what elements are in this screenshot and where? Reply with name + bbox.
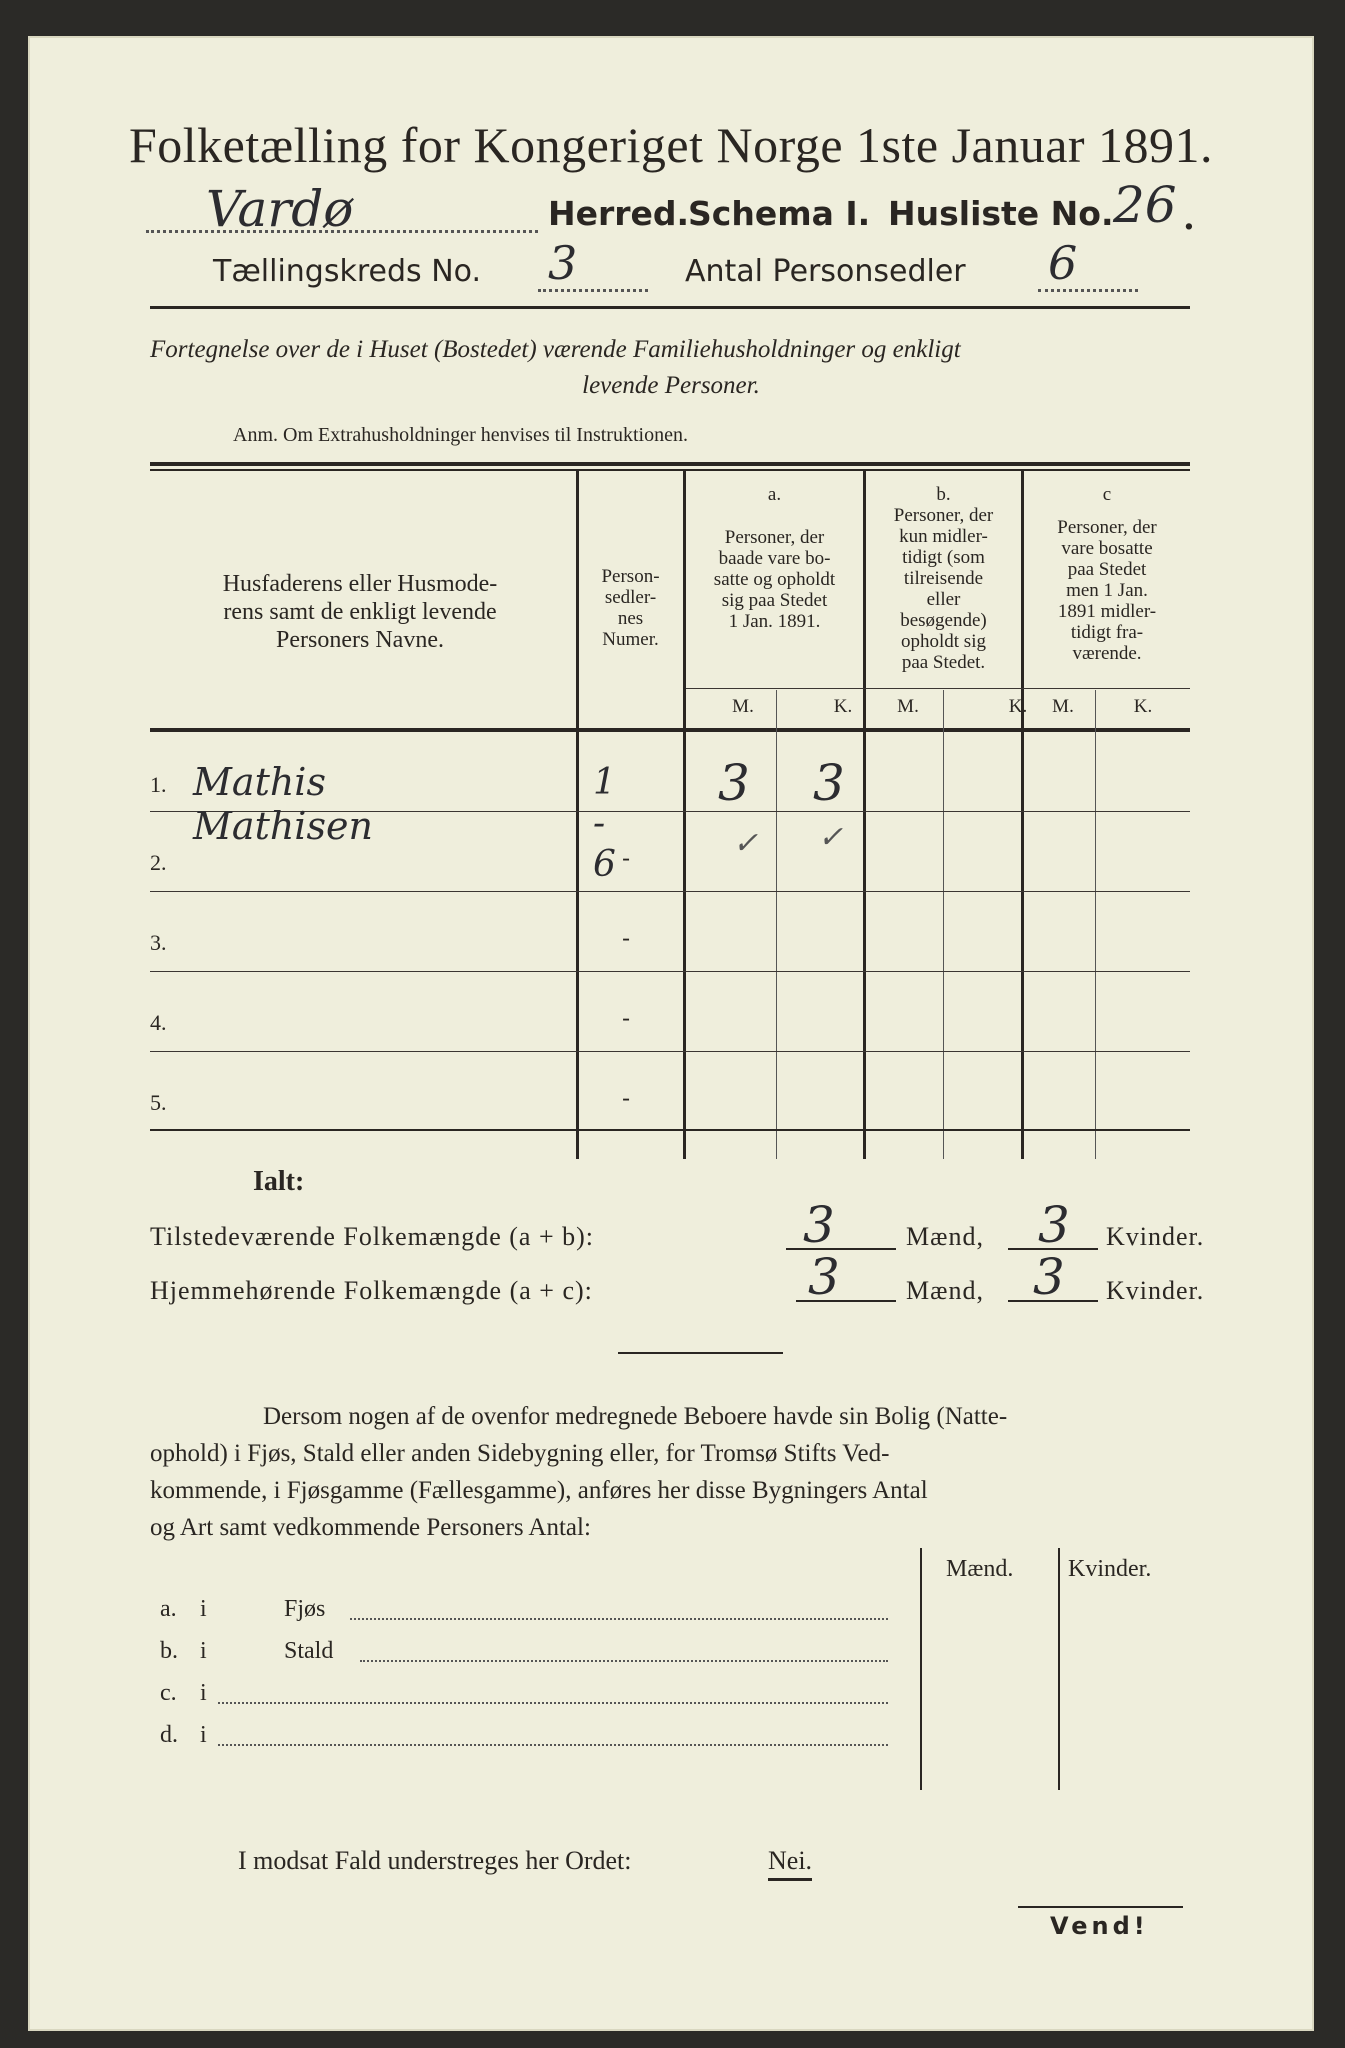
hjemme-maend-label: Mænd,	[906, 1276, 984, 1305]
husliste-label: Husliste No.	[888, 194, 1114, 233]
taellingskreds-value: 3	[548, 236, 578, 290]
row-3-number: 3.	[150, 930, 167, 955]
form-title: Folketælling for Kongeriget Norge 1ste Januar 1891.	[128, 117, 1214, 173]
paragraph-line4: og Art samt vedkommende Personers Antal:	[150, 1514, 591, 1541]
buildings-col-maend: Mænd.	[946, 1556, 1014, 1582]
building-row-a: a. i Fjøs	[160, 1596, 900, 1623]
row-1-a-m: 3	[718, 754, 750, 812]
col-c-k: K.	[1133, 696, 1153, 717]
section-divider	[618, 1352, 783, 1354]
ialt-label: Ialt:	[253, 1166, 305, 1197]
row-2-number: 2.	[150, 850, 167, 875]
col-b-m: M.	[897, 696, 919, 717]
col-num-header: Person- sedler- nes Numer.	[601, 566, 660, 650]
col-c-m: M.	[1052, 696, 1074, 717]
personsedler-label: Antal Personsedler	[685, 254, 966, 289]
herred-label: Herred.	[548, 194, 690, 233]
row-5-persnum: -	[622, 1084, 631, 1112]
personsedler-value: 6	[1048, 236, 1078, 290]
tilstede-maend-value: 3	[803, 1196, 835, 1254]
col-a-m: M.	[732, 696, 754, 717]
subtitle-line1: Fortegnelse over de i Huset (Bostedet) værende Familiehusholdninger og enkligt	[150, 336, 961, 363]
hjemme-kvinder-label: Kvinder.	[1106, 1276, 1205, 1305]
col-c-header: c Personer, der vare bosatte paa Stedet men 1 Jan. 1891 midler- tidigt fra- værende.	[1057, 484, 1157, 664]
row-4-persnum: -	[622, 1004, 631, 1032]
hjemme-kvinder-value: 3	[1033, 1248, 1065, 1306]
buildings-col-kvinder: Kvinder.	[1068, 1556, 1152, 1582]
hjemme-maend-value: 3	[808, 1248, 840, 1306]
herred-value: Vardø	[206, 180, 354, 238]
row-3-persnum: -	[622, 924, 631, 952]
husliste-value: 26	[1113, 176, 1177, 234]
subtitle-line2: levende Personer.	[582, 372, 760, 399]
modsat-text: I modsat Fald understreges her Ordet:	[238, 1846, 632, 1875]
instruction-note: Anm. Om Extrahusholdninger henvises til Instruktionen.	[233, 424, 688, 446]
col-a-header: a. Personer, der baade vare bo- satte og opholdt sig paa Stedet 1 Jan. 1891.	[713, 484, 836, 632]
schema-label: Schema I.	[688, 194, 871, 233]
row-1-name: Mathis Mathisen	[193, 760, 373, 848]
col-b-k: K.	[1008, 696, 1028, 717]
tilstede-kvinder-value: 3	[1038, 1196, 1070, 1254]
row-2-a-m-check: ✓	[733, 826, 759, 861]
building-row-d: d. i	[160, 1722, 900, 1749]
row-5-number: 5.	[150, 1090, 167, 1115]
col-name-header: Husfaderens eller Husmode- rens samt de enkligt levende Personers Navne.	[222, 571, 498, 653]
row-2-persnum: -	[622, 844, 631, 872]
header-rule	[150, 306, 1190, 309]
paragraph-line2: ophold) i Fjøs, Stald eller anden Sidebygning eller, for Tromsø Stifts Ved-	[150, 1440, 890, 1467]
col-a-k: K.	[833, 696, 853, 717]
building-row-b: b. i Stald	[160, 1638, 900, 1665]
row-4-number: 4.	[150, 1010, 167, 1035]
taellingskreds-label: Tællingskreds No.	[213, 254, 481, 289]
husliste-period: .	[1183, 198, 1195, 238]
tilstede-maend-label: Mænd,	[906, 1222, 984, 1251]
tilstede-kvinder-label: Kvinder.	[1106, 1222, 1205, 1251]
row-1-a-k: 3	[813, 754, 845, 812]
row-1-number: 1.	[150, 772, 167, 797]
tilstede-label: Tilstedeværende Folkemængde (a + b):	[150, 1222, 594, 1251]
herred-field	[146, 180, 536, 238]
census-form-page	[28, 36, 1314, 2031]
paragraph-line1: Dersom nogen af de ovenfor medregnede Beboere havde sin Bolig (Natte-	[263, 1403, 1008, 1430]
nei-word: Nei.	[768, 1846, 812, 1881]
row-2-a-k-check: ✓	[818, 820, 844, 855]
hjemme-label: Hjemmehørende Folkemængde (a + c):	[150, 1276, 593, 1305]
building-row-c: c. i	[160, 1680, 900, 1707]
paragraph-line3: kommende, i Fjøsgamme (Fællesgamme), anføres her disse Bygningers Antal	[150, 1477, 928, 1504]
col-b-header: b. Personer, der kun midler- tidigt (som tilreisende eller besøgende) opholdt sig paa Stedet.	[893, 484, 994, 673]
row-1-persnum: 1 - 6	[593, 762, 616, 885]
vend-label: Vend!	[1050, 1912, 1149, 1940]
